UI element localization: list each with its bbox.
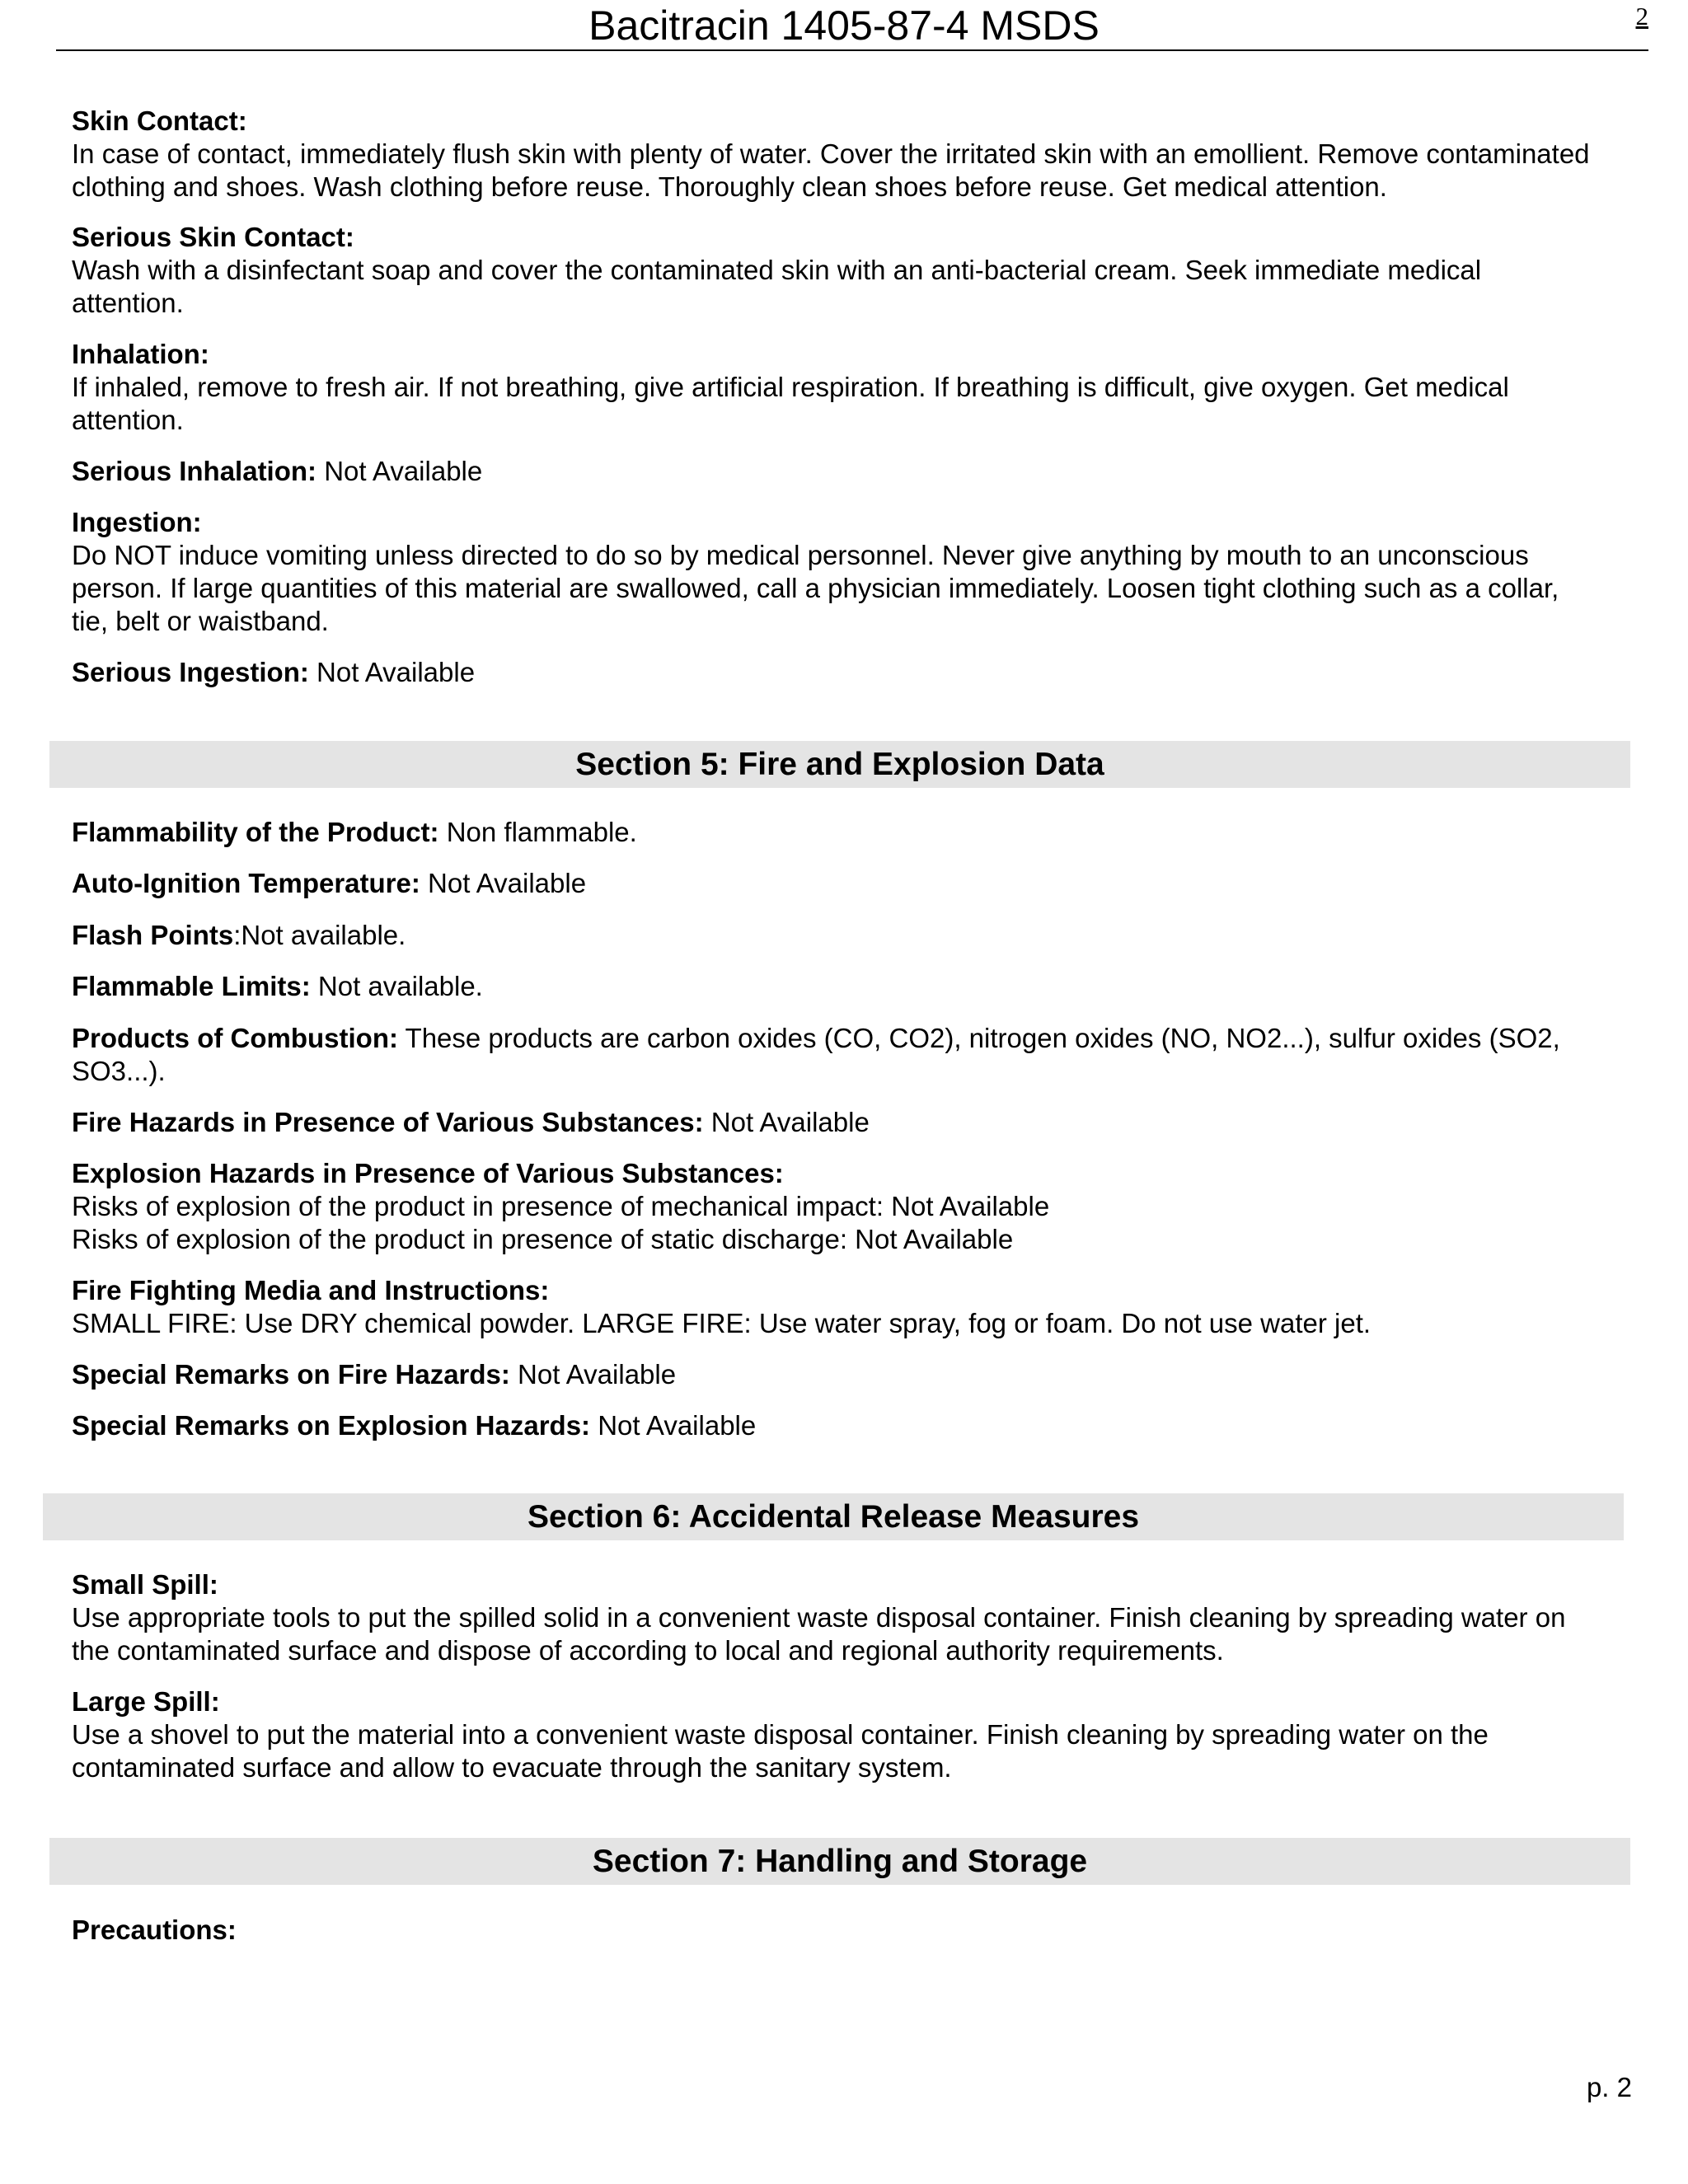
combustion-label: Products of Combustion:: [72, 1023, 398, 1053]
ingestion-text-line: Do NOT induce vomiting unless directed to do so by medical personnel. Never give anything by mouth to an unconscious: [72, 540, 1529, 570]
serious-inhalation: [72, 455, 1638, 488]
serious-inhalation-label: Serious Inhalation:: [72, 456, 317, 486]
fire-fighting-label: Fire Fighting Media and Instructions:: [72, 1275, 550, 1305]
explosion-hazards: [72, 1157, 1638, 1256]
special-remarks-fire: [72, 1358, 1638, 1391]
skin-contact-label: Skin Contact:: [72, 105, 247, 136]
section-7-heading: Section 7: Handling and Storage: [49, 1838, 1630, 1885]
ingestion-text-line: person. If large quantities of this material are swallowed, call a physician immediately. Loosen tight clothing such as a collar,: [72, 573, 1559, 603]
fire-fighting-media: [72, 1274, 1638, 1340]
section-6-heading: Section 6: Accidental Release Measures: [43, 1493, 1624, 1540]
flammability-value: Non flammable.: [438, 817, 637, 847]
small-spill-label: Small Spill:: [72, 1569, 218, 1600]
fire-hazards-value: Not Available: [703, 1107, 870, 1137]
serious-ingestion-label: Serious Ingestion:: [72, 657, 309, 687]
skin-contact-text-line: In case of contact, immediately flush skin with plenty of water. Cover the irritated skin with an emollient. Remove contaminated: [72, 138, 1590, 169]
products-of-combustion: [72, 1022, 1638, 1088]
serious-ingestion-value: Not Available: [308, 657, 476, 687]
flash-points-label: Flash Points: [72, 920, 234, 950]
title-divider: [56, 49, 1648, 51]
inhalation: [72, 338, 1638, 437]
serious-inhalation-value: Not Available: [316, 456, 483, 486]
flash-points: [72, 919, 1638, 952]
small-spill: [72, 1568, 1638, 1667]
footer-page-number: p. 2: [1586, 2072, 1632, 2102]
serious-skin-contact-text-line: Wash with a disinfectant soap and cover the contaminated skin with an anti-bacterial cream. Seek immediate medical: [72, 255, 1482, 285]
inhalation-text-line: If inhaled, remove to fresh air. If not breathing, give artificial respiration. If breathing is difficult, give oxygen. Get medical: [72, 372, 1509, 402]
auto-ignition-value: Not Available: [420, 868, 587, 898]
remarks-fire-value: Not Available: [509, 1359, 677, 1390]
fire-hazards: [72, 1106, 1638, 1139]
precautions-label: Precautions:: [72, 1915, 237, 1945]
special-remarks-explosion: [72, 1409, 1638, 1442]
page-title: Bacitracin 1405-87-4 MSDS: [588, 2, 1100, 49]
page-number: 2: [1635, 2, 1648, 30]
small-spill-text-line: Use appropriate tools to put the spilled solid in a convenient waste disposal container. Finish cleaning by spreading water on: [72, 1602, 1566, 1633]
large-spill-text-line: Use a shovel to put the material into a convenient waste disposal container. Finish cleaning by spreading water on the: [72, 1719, 1489, 1750]
flammability: [72, 816, 1638, 849]
fire-fighting-text-line: SMALL FIRE: Use DRY chemical powder. LARGE FIRE: Use water spray, fog or foam. Do not use water jet.: [72, 1308, 1372, 1338]
serious-skin-contact-text-line: attention.: [72, 288, 184, 318]
ingestion-label: Ingestion:: [72, 507, 202, 537]
skin-contact: [72, 105, 1638, 204]
skin-contact-text-line: clothing and shoes. Wash clothing before reuse. Thoroughly clean shoes before reuse. Get medical attention.: [72, 171, 1387, 202]
large-spill-text-line: contaminated surface and allow to evacuate through the sanitary system.: [72, 1752, 952, 1783]
flammable-limits-value: Not available.: [310, 971, 483, 1001]
explosion-hazards-text-line: Risks of explosion of the product in presence of static discharge: Not Available: [72, 1224, 1014, 1254]
auto-ignition-label: Auto-Ignition Temperature:: [72, 868, 420, 898]
remarks-explosion-value: Not Available: [590, 1410, 757, 1441]
ingestion: [72, 506, 1638, 638]
precautions: [72, 1914, 1638, 1947]
explosion-hazards-text-line: Risks of explosion of the product in presence of mechanical impact: Not Available: [72, 1191, 1050, 1221]
remarks-explosion-label: Special Remarks on Explosion Hazards:: [72, 1410, 591, 1441]
flash-points-value: :Not available.: [233, 920, 406, 950]
explosion-hazards-label: Explosion Hazards in Presence of Various Substances:: [72, 1158, 784, 1188]
serious-skin-contact-label: Serious Skin Contact:: [72, 222, 354, 252]
combustion-value-line: SO3...).: [72, 1056, 166, 1086]
combustion-value-line: These products are carbon oxides (CO, CO2), nitrogen oxides (NO, NO2...), sulfur oxides (SO2,: [397, 1023, 1560, 1053]
section-5-heading: Section 5: Fire and Explosion Data: [49, 741, 1630, 788]
flammable-limits: [72, 970, 1638, 1003]
small-spill-text-line: the contaminated surface and dispose of according to local and regional authority requirements.: [72, 1635, 1224, 1666]
inhalation-label: Inhalation:: [72, 339, 209, 369]
serious-ingestion: [72, 656, 1638, 689]
flammability-label: Flammability of the Product:: [72, 817, 439, 847]
inhalation-text-line: attention.: [72, 405, 184, 435]
ingestion-text-line: tie, belt or waistband.: [72, 606, 329, 636]
fire-hazards-label: Fire Hazards in Presence of Various Substances:: [72, 1107, 704, 1137]
remarks-fire-label: Special Remarks on Fire Hazards:: [72, 1359, 510, 1390]
serious-skin-contact: [72, 221, 1638, 320]
large-spill: [72, 1685, 1638, 1784]
flammable-limits-label: Flammable Limits:: [72, 971, 311, 1001]
auto-ignition-temperature: [72, 867, 1638, 900]
large-spill-label: Large Spill:: [72, 1686, 220, 1717]
